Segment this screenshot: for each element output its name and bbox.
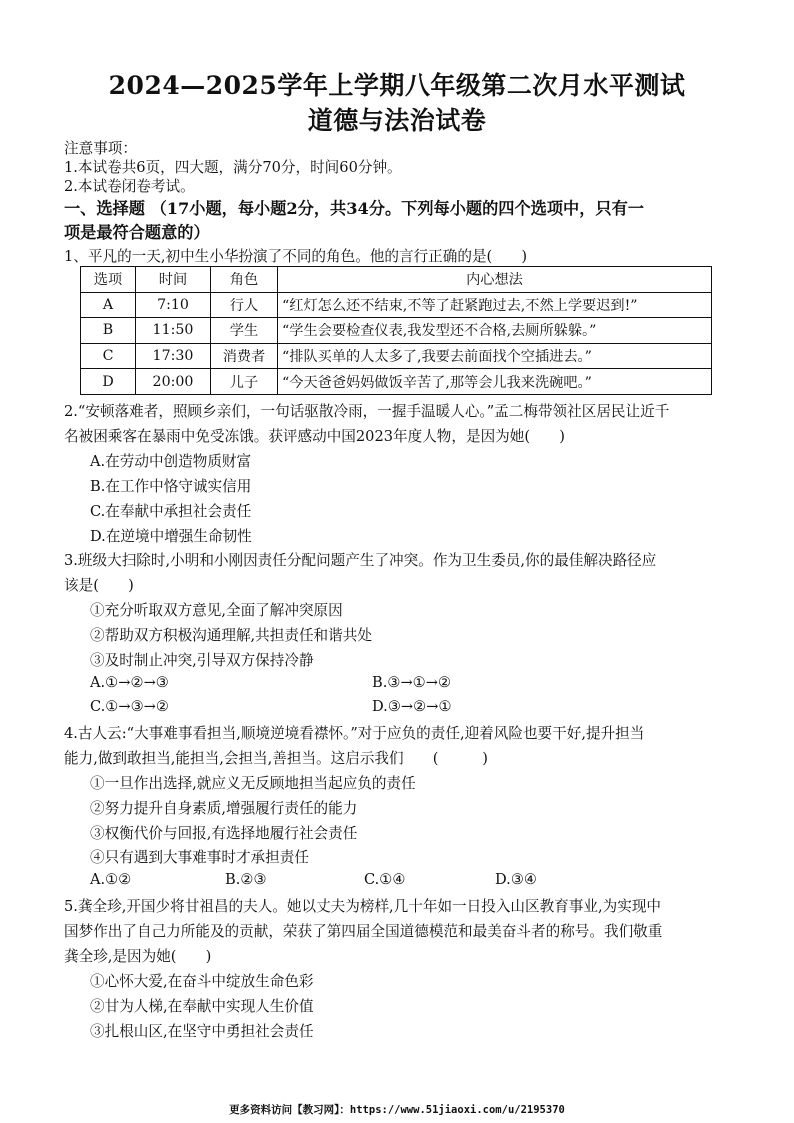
table-cell: 消费者 — [211, 343, 278, 369]
q4-stem-cont: 能力,做到敢担当,能担当,会担当,善担当。这启示我们 ( ) — [64, 750, 488, 767]
notice-heading: 注意事项： — [64, 140, 137, 157]
q2-option-a: A.在劳动中创造物质财富 — [90, 453, 252, 470]
q1-table — [80, 266, 712, 395]
q3-option-a: A.①→②→③ — [90, 674, 169, 691]
q3-option-d: D.③→②→① — [372, 698, 452, 715]
notice-item: 2.本试卷闭卷考试。 — [64, 178, 195, 195]
q5-stem-cont: 龚全珍,是因为她( ) — [64, 948, 212, 965]
exam-subtitle: 道德与法治试卷 — [307, 106, 487, 135]
table-cell: B — [81, 318, 136, 344]
notice-item: 1.本试卷共6页，四大题，满分70分，时间60分钟。 — [64, 159, 402, 176]
table-header-cell: 角色 — [211, 267, 278, 293]
section-heading-cont: 项是最符合题意的） — [64, 223, 210, 242]
footer-link[interactable]: 更多资料访问【教习网】：https://www.51jiaoxi.com/u/2195370 — [229, 1104, 565, 1116]
table-cell: “排队买单的人太多了,我要去前面找个空插进去。” — [278, 343, 712, 369]
q3-statement: ②帮助双方积极沟通理解,共担责任和谐共处 — [90, 627, 372, 644]
table-header-cell: 选项 — [81, 267, 136, 293]
table-cell: “今天爸爸妈妈做饭辛苦了,那等会儿我来洗碗吧。” — [278, 369, 712, 395]
q3-option-b: B.③→①→② — [372, 674, 452, 691]
table-cell: 17:30 — [136, 343, 211, 369]
table-header-cell: 时间 — [136, 267, 211, 293]
q4-option-a: A.①② — [90, 871, 132, 888]
table-cell: 20:00 — [136, 369, 211, 395]
q4-statement: ①一旦作出选择,就应义无反顾地担当起应负的责任 — [90, 775, 416, 792]
q3-statement: ③及时制止冲突,引导双方保持冷静 — [90, 652, 314, 669]
q5-statement: ③扎根山区,在坚守中勇担社会责任 — [90, 1023, 314, 1040]
table-header-cell: 内心想法 — [278, 267, 712, 293]
q5-statement: ②甘为人梯,在奉献中实现人生价值 — [90, 998, 314, 1015]
q4-statement: ④只有遇到大事难事时才承担责任 — [90, 849, 309, 866]
q4-option-d: D.③④ — [495, 871, 537, 888]
table-header-row — [81, 267, 712, 293]
table-cell: 行人 — [211, 292, 278, 318]
q5-statement: ①心怀大爱,在奋斗中绽放生命色彩 — [90, 973, 314, 990]
q3-statement: ①充分听取双方意见,全面了解冲突原因 — [90, 602, 343, 619]
table-cell: 儿子 — [211, 369, 278, 395]
q2-option-c: C.在奉献中承担社会责任 — [90, 503, 252, 520]
q2-option-b: B.在工作中恪守诚实信用 — [90, 478, 252, 495]
q4-statement: ③权衡代价与回报,有选择地履行社会责任 — [90, 825, 358, 842]
q3-option-c: C.①→③→② — [90, 698, 169, 715]
table-row — [81, 369, 712, 395]
q3-stem-cont: 该是( ) — [64, 577, 134, 594]
q2-stem-cont: 名被困乘客在暴雨中免受冻饿。获评感动中国2023年度人物，是因为她( ) — [64, 428, 565, 445]
table-cell: “红灯怎么还不结束,不等了赶紧跑过去,不然上学要迟到!” — [278, 292, 712, 318]
table-row — [81, 318, 712, 344]
table-cell: D — [81, 369, 136, 395]
exam-title: 2024—2025学年上学期八年级第二次月水平测试 — [108, 71, 686, 100]
q5-stem-cont: 国梦作出了自己力所能及的贡献，荣获了第四届全国道德模范和最美奋斗者的称号。我们敬重 — [64, 923, 663, 940]
q4-option-c: C.①④ — [364, 871, 406, 888]
q4-stem: 4.古人云:“大事难事看担当,顺境逆境看襟怀。”对于应负的责任,迎着风险也要干好,提升担当 — [64, 725, 645, 742]
q4-statement: ②努力提升自身素质,增强履行责任的能力 — [90, 800, 358, 817]
q5-stem: 5.龚全珍,开国少将甘祖昌的夫人。她以丈夫为榜样,几十年如一日投入山区教育事业,为实现中 — [64, 898, 662, 915]
table-cell: “学生会要检查仪表,我发型还不合格,去厕所躲躲。” — [278, 318, 712, 344]
q2-stem: 2.“安顿落难者，照顾乡亲们，一句话驱散冷雨，一握手温暖人心。”孟二梅带领社区居民让近千 — [64, 403, 670, 420]
table-cell: 7:10 — [136, 292, 211, 318]
section-heading: 一、选择题 （17小题，每小题2分，共34分。下列每小题的四个选项中，只有一 — [64, 199, 644, 218]
table-row — [81, 343, 712, 369]
table-cell: C — [81, 343, 136, 369]
table-cell: 11:50 — [136, 318, 211, 344]
q1-stem: 1、平凡的一天,初中生小华扮演了不同的角色。他的言行正确的是( ) — [64, 248, 528, 265]
q3-stem: 3.班级大扫除时,小明和小刚因责任分配问题产生了冲突。作为卫生委员,你的最佳解决路径应 — [64, 552, 657, 569]
q2-option-d: D.在逆境中增强生命韧性 — [90, 528, 252, 545]
table-row — [81, 292, 712, 318]
table-cell: 学生 — [211, 318, 278, 344]
table-cell: A — [81, 292, 136, 318]
q4-option-b: B.②③ — [225, 871, 267, 888]
